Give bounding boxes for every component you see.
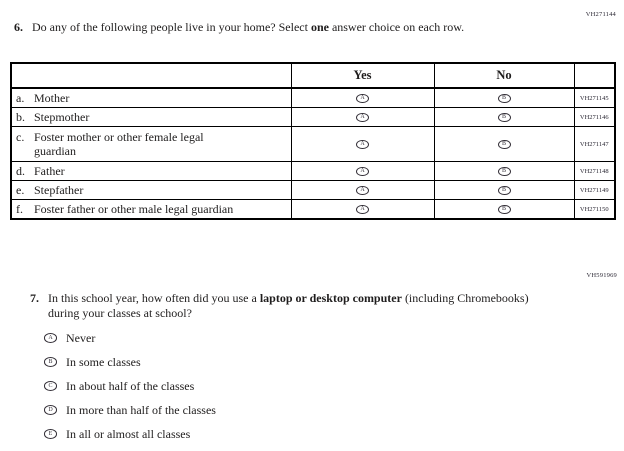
question7-text [48,291,558,321]
yes-cell [291,88,434,108]
question7-accession-code: VH591969 [586,272,617,279]
row-letter: a. [16,91,25,105]
row-letter: d. [16,164,25,178]
row-accession-code: VH271146 [574,108,615,127]
table-header-code-blank [574,63,615,88]
no-cell [434,200,574,220]
bubble-letter: E [48,431,53,437]
option-label: In about half of the classes [66,378,195,393]
option-bubble-a[interactable] [44,333,57,343]
option-label: In more than half of the classes [66,402,216,417]
row-label: Foster mother or other female legal guardian [34,130,204,158]
option-label: In all or almost all classes [66,426,191,441]
row-label: Father [34,164,65,178]
no-bubble-foster-father[interactable] [498,205,511,215]
question6-text [32,20,566,35]
no-bubble-stepfather[interactable] [498,186,511,196]
bubble-letter: A [360,95,365,102]
no-bubble-stepmother[interactable] [498,113,511,123]
option-all-or-almost-all[interactable] [44,427,216,441]
row-label: Stepmother [34,110,90,124]
option-about-half[interactable] [44,379,216,393]
table-row-foster-father [11,200,615,220]
question6-text-pre: Do any of the following people live in your home? Select [32,20,311,34]
question6 [14,20,566,35]
bubble-letter: A [360,114,365,121]
option-bubble-c[interactable] [44,381,57,391]
bubble-letter: B [501,141,506,148]
no-bubble-father[interactable] [498,167,511,177]
option-bubble-b[interactable] [44,357,57,367]
bubble-letter: B [48,359,53,365]
question6-text-bold: one [310,20,329,34]
option-bubble-d[interactable] [44,405,57,415]
bubble-letter: A [48,335,53,341]
bubble-letter: B [501,187,506,194]
question7-number: 7. [30,291,39,305]
bubble-letter: C [48,383,53,389]
yes-cell [291,127,434,162]
table-header-no: No [434,63,574,88]
yes-bubble-foster-mother[interactable] [356,140,369,150]
question6-number: 6. [14,20,23,34]
bubble-letter: A [360,141,365,148]
row-label-cell [11,127,291,162]
option-label: Never [66,330,96,345]
row-label-cell [11,181,291,200]
option-bubble-e[interactable] [44,429,57,439]
option-label: In some classes [66,354,141,369]
table-row-mother [11,88,615,108]
row-label: Mother [34,91,70,105]
no-cell [434,181,574,200]
table-row-foster-mother [11,127,615,162]
question7-text-bold: laptop or desktop computer [259,291,402,305]
row-label-cell [11,162,291,181]
table-header-row [11,63,615,88]
yes-bubble-stepfather[interactable] [356,186,369,196]
table-row-father [11,162,615,181]
row-accession-code: VH271148 [574,162,615,181]
row-letter: b. [16,110,25,124]
yes-cell [291,162,434,181]
no-bubble-foster-mother[interactable] [498,140,511,150]
row-label-cell [11,108,291,127]
bubble-letter: B [501,114,506,121]
table-row-stepmother [11,108,615,127]
bubble-letter: A [360,168,365,175]
yes-bubble-foster-father[interactable] [356,205,369,215]
table-header-blank [11,63,291,88]
yes-bubble-father[interactable] [356,167,369,177]
no-cell [434,127,574,162]
question6-text-post: answer choice on each row. [328,20,465,34]
yes-bubble-stepmother[interactable] [356,113,369,123]
yes-bubble-mother[interactable] [356,94,369,104]
question7 [30,291,558,321]
yes-cell [291,200,434,220]
option-more-than-half[interactable] [44,403,216,417]
row-label: Foster father or other male legal guardian [34,202,234,216]
no-cell [434,88,574,108]
row-accession-code: VH271150 [574,200,615,220]
bubble-letter: B [501,95,506,102]
row-accession-code: VH271147 [574,127,615,162]
bubble-letter: D [48,407,53,413]
option-in-some-classes[interactable] [44,355,216,369]
row-accession-code: VH271149 [574,181,615,200]
question7-text-post: (including Chromebooks) during your classes at school? [48,291,529,320]
row-letter: e. [16,183,25,197]
row-letter: f. [16,202,23,216]
table-row-stepfather [11,181,615,200]
row-label-cell [11,200,291,220]
no-bubble-mother[interactable] [498,94,511,104]
row-label-cell [11,88,291,108]
household-members-table [10,62,616,220]
row-letter: c. [16,130,25,144]
bubble-letter: A [360,206,365,213]
row-accession-code: VH271145 [574,88,615,108]
no-cell [434,108,574,127]
question7-options [44,331,216,451]
option-never[interactable] [44,331,216,345]
table-header-yes: Yes [291,63,434,88]
question7-text-pre: In this school year, how often did you use a [48,291,260,305]
bubble-letter: B [501,206,506,213]
bubble-letter: B [501,168,506,175]
yes-cell [291,108,434,127]
no-cell [434,162,574,181]
yes-cell [291,181,434,200]
bubble-letter: A [360,187,365,194]
row-label: Stepfather [34,183,84,197]
question6-accession-code: VH271144 [585,11,616,18]
